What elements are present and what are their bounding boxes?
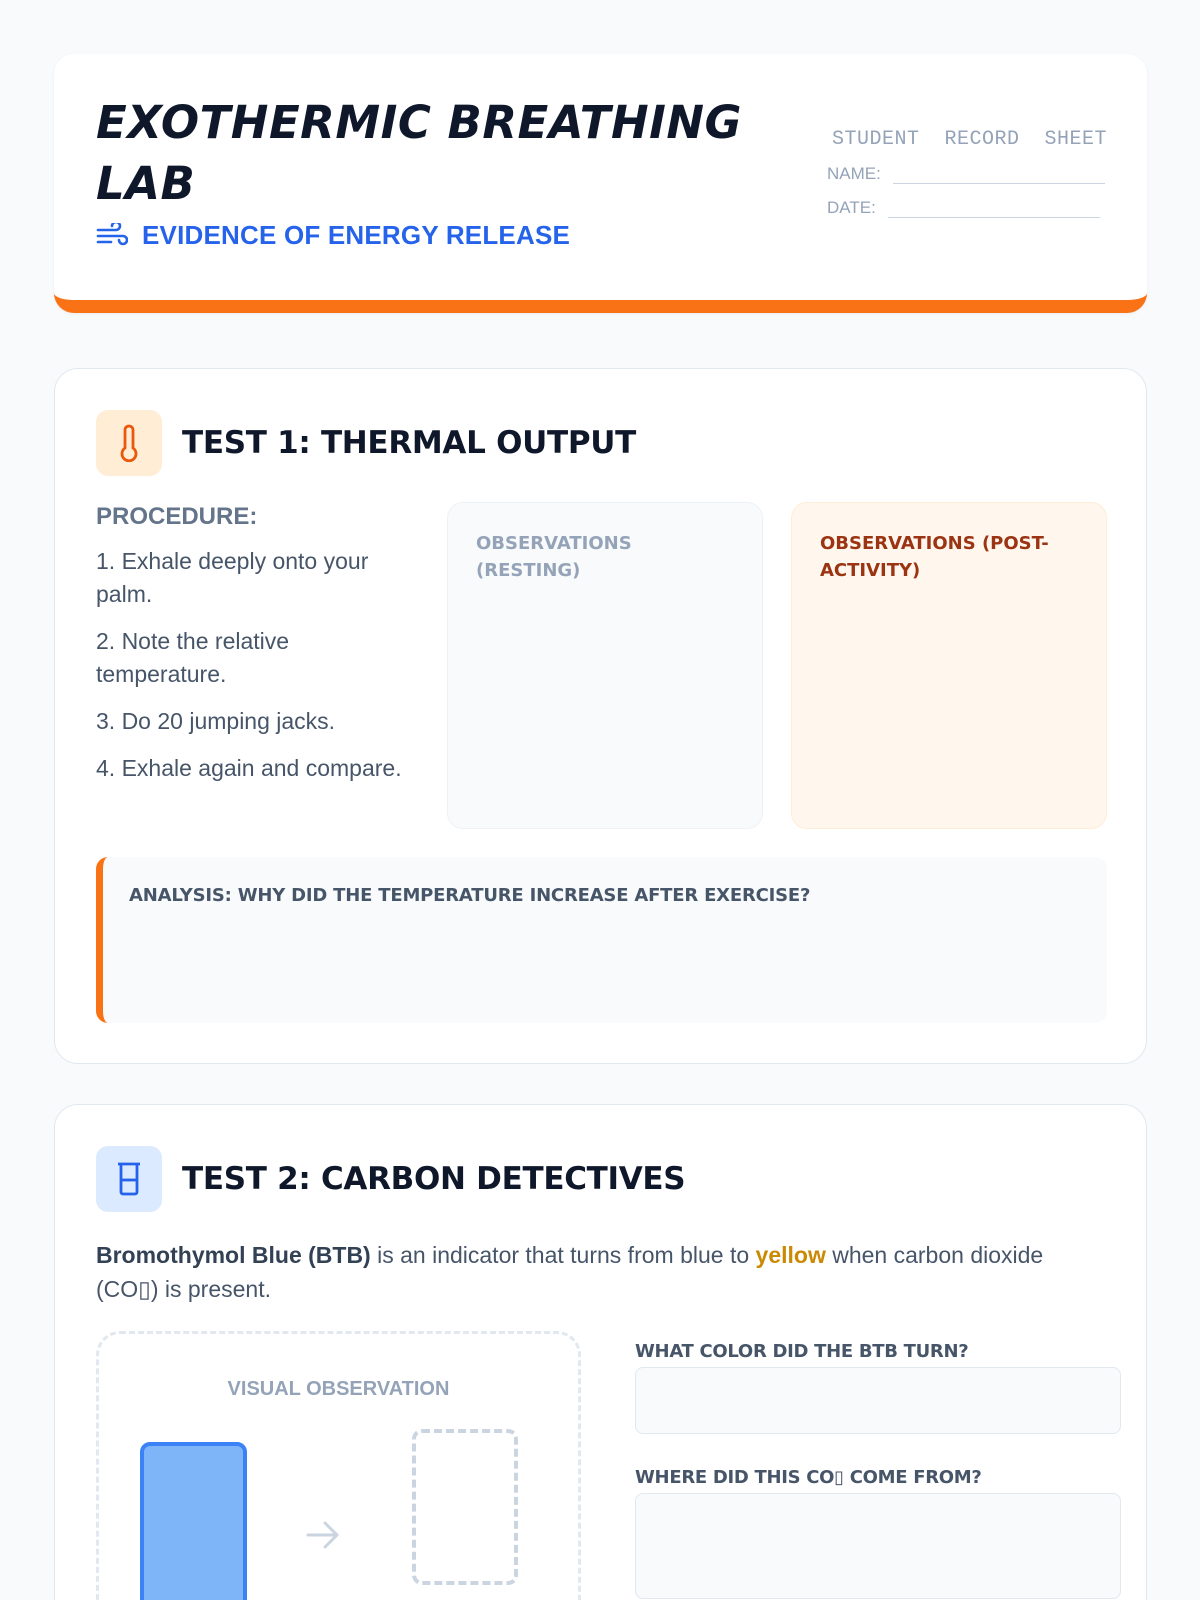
analysis-question: ANALYSIS: WHY DID THE TEMPERATURE INCREASE AFTER EXERCISE?	[129, 885, 811, 906]
btb-text-mid: is an indicator that turns from blue to	[370, 1242, 756, 1268]
date-label: DATE:	[827, 198, 876, 217]
name-field[interactable]	[827, 164, 1105, 184]
observations-resting-box[interactable]	[447, 502, 763, 829]
record-sheet-label: STUDENT RECORD SHEET	[831, 128, 1107, 151]
procedure-label: PROCEDURE:	[96, 503, 258, 530]
btb-description	[96, 1238, 1111, 1306]
header-card	[54, 54, 1147, 313]
page-subtitle	[96, 220, 570, 251]
beaker-icon	[96, 1146, 162, 1212]
btb-color-input[interactable]	[635, 1367, 1121, 1434]
name-line[interactable]	[893, 164, 1105, 184]
question-btb-color: WHAT COLOR DID THE BTB TURN?	[635, 1341, 969, 1362]
observations-post-label: OBSERVATIONS (POST-ACTIVITY)	[820, 533, 1049, 581]
procedure-step: 2. Note the relative temperature.	[96, 628, 290, 687]
thermometer-icon	[96, 410, 162, 476]
procedure-step: 4. Exhale again and compare.	[96, 755, 402, 781]
test1-card	[54, 368, 1147, 1064]
procedure	[96, 503, 406, 799]
wind-icon	[96, 223, 128, 249]
test2-title: TEST 2: CARBON DETECTIVES	[182, 1161, 686, 1197]
procedure-step: 1. Exhale deeply onto your palm.	[96, 548, 369, 607]
page-title: EXOTHERMIC BREATHING LAB	[96, 96, 742, 210]
visual-observation-panel	[96, 1331, 581, 1600]
analysis-box[interactable]	[96, 857, 1107, 1023]
question-co2-source: WHERE DID THIS CO▯ COME FROM?	[635, 1467, 982, 1488]
test2-card	[54, 1104, 1147, 1600]
empty-test-tube[interactable]	[412, 1429, 518, 1585]
observations-post-box[interactable]	[791, 502, 1107, 829]
visual-observation-label: VISUAL OBSERVATION	[227, 1378, 450, 1400]
btb-text-end: when carbon dioxide (CO▯) is present.	[96, 1242, 1044, 1302]
test1-title: TEST 1: THERMAL OUTPUT	[182, 425, 636, 461]
arrow-right-icon	[305, 1520, 341, 1555]
date-line[interactable]	[888, 198, 1100, 218]
btb-name: Bromothymol Blue (BTB)	[96, 1242, 371, 1268]
subtitle-text: EVIDENCE OF ENERGY RELEASE	[142, 220, 571, 250]
btb-yellow-word: yellow	[755, 1242, 826, 1268]
co2-source-input[interactable]	[635, 1493, 1121, 1599]
date-field[interactable]	[827, 198, 1100, 218]
test1-header	[96, 410, 636, 476]
procedure-step: 3. Do 20 jumping jacks.	[96, 708, 336, 734]
blue-test-tube	[140, 1442, 247, 1600]
name-label: NAME:	[827, 164, 881, 183]
test2-header	[96, 1146, 685, 1212]
observations-resting-label: OBSERVATIONS (RESTING)	[476, 533, 632, 581]
